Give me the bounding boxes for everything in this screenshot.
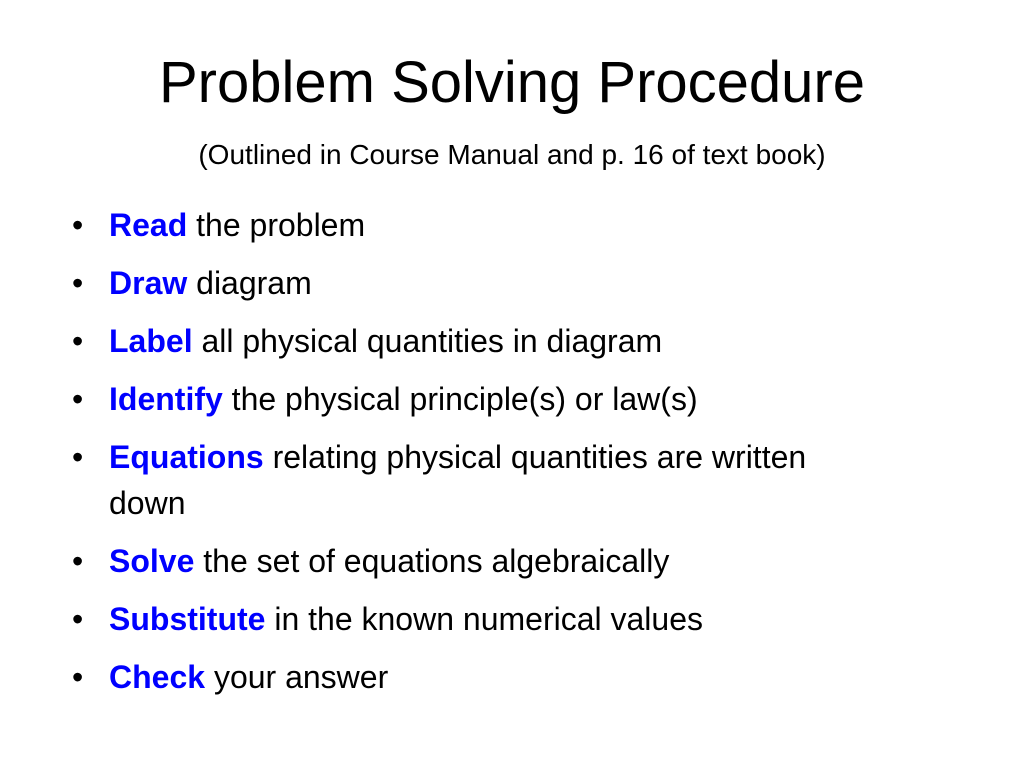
bullet-text: the physical principle(s) or law(s) <box>231 381 698 417</box>
bullet-keyword: Read <box>109 207 197 243</box>
bullet-icon: • <box>72 265 84 301</box>
bullet-text: the problem <box>196 207 366 243</box>
bullet-item-solve <box>72 538 972 584</box>
bullet-text: relating physical quantities are written down <box>109 439 807 521</box>
bullet-keyword: Solve <box>109 543 204 579</box>
bullet-keyword: Draw <box>109 265 197 301</box>
bullet-icon: • <box>72 439 84 475</box>
bullet-icon: • <box>72 381 84 417</box>
bullet-icon: • <box>72 601 84 637</box>
bullet-item-draw <box>72 260 972 306</box>
bullet-keyword: Equations <box>109 439 273 475</box>
bullet-text: the set of equations algebraically <box>203 543 670 579</box>
bullet-keyword: Substitute <box>109 601 275 637</box>
bullet-text: all physical quantities in diagram <box>201 323 663 359</box>
bullet-icon: • <box>72 543 84 579</box>
bullet-content <box>109 434 869 526</box>
bullet-text: your answer <box>213 659 389 695</box>
bullet-item-equations <box>72 434 972 526</box>
bullet-list <box>72 202 972 712</box>
bullet-icon: • <box>72 207 84 243</box>
bullet-text: in the known numerical values <box>274 601 703 637</box>
bullet-keyword: Check <box>109 659 214 695</box>
slide-title: Problem Solving Procedure <box>158 50 866 115</box>
bullet-item-check <box>72 654 972 700</box>
bullet-icon: • <box>72 323 84 359</box>
bullet-item-substitute <box>72 596 972 642</box>
bullet-text: diagram <box>196 265 312 301</box>
bullet-keyword: Label <box>109 323 202 359</box>
bullet-item-read <box>72 202 972 248</box>
bullet-item-label <box>72 318 972 364</box>
bullet-item-identify <box>72 376 972 422</box>
slide-subtitle: (Outlined in Course Manual and p. 16 of text book) <box>198 139 826 170</box>
bullet-icon: • <box>72 659 84 695</box>
bullet-keyword: Identify <box>109 381 232 417</box>
